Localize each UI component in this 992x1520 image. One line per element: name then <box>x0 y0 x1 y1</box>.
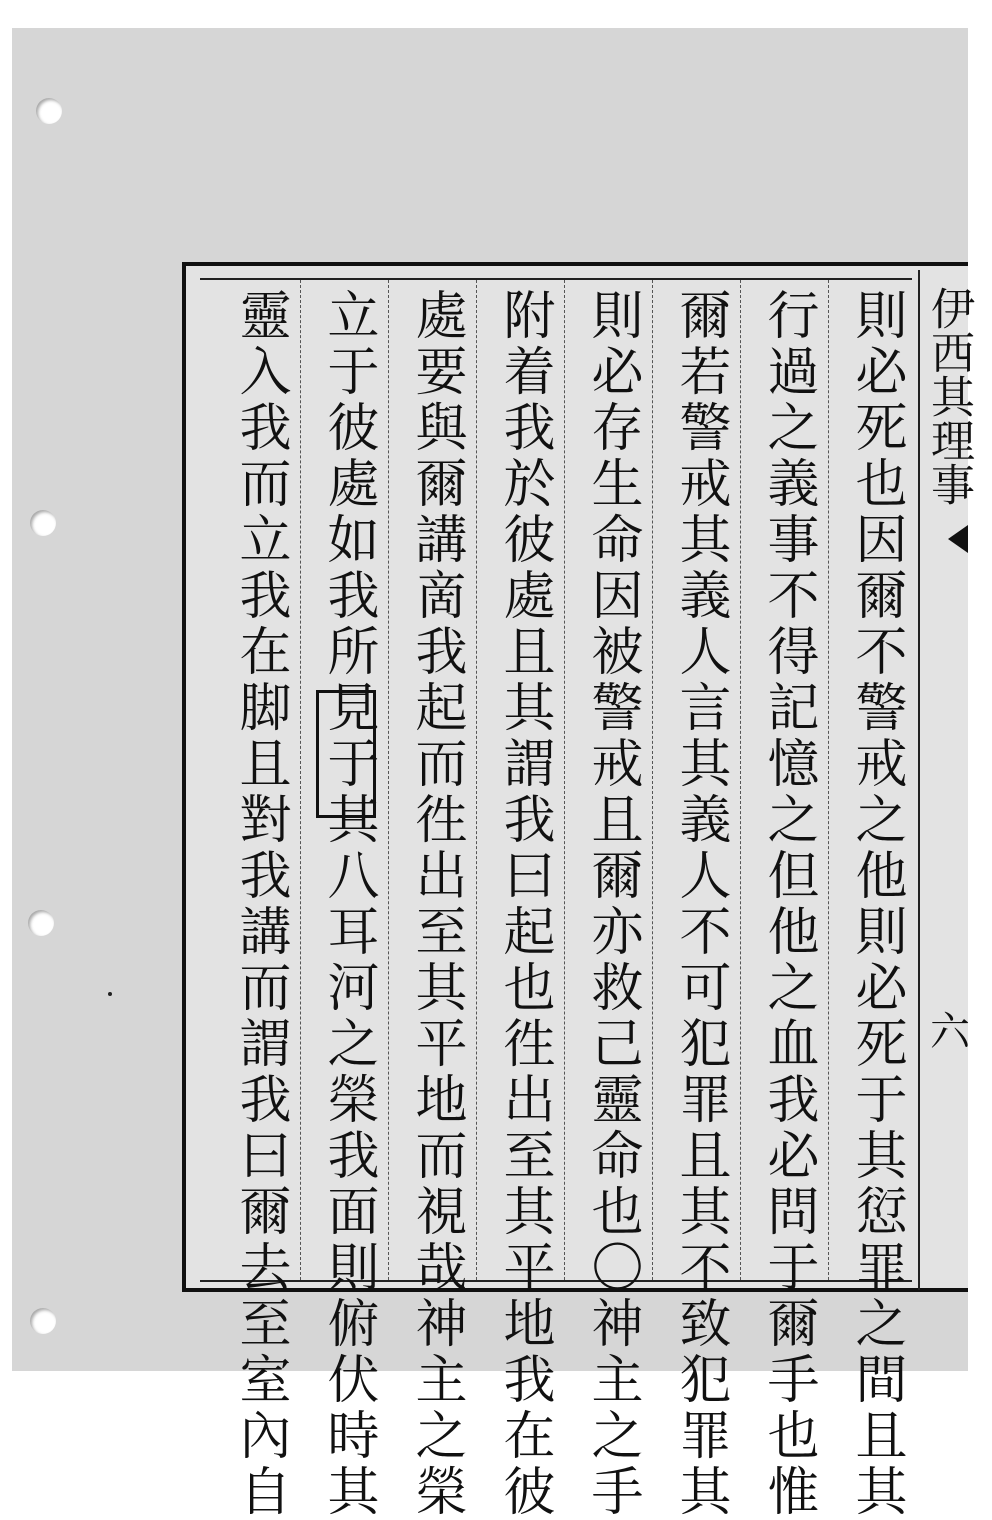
text-column-5: 附着我於彼處且其謂我曰起也徃出至其平地我在彼 <box>494 288 554 1520</box>
column-rule <box>388 280 389 1280</box>
text-column-8: 靈入我而立我在脚且對我講而謂我曰爾去至室內自 <box>230 288 290 1520</box>
column-rule <box>652 280 653 1280</box>
column-rule <box>476 280 477 1280</box>
column-rule <box>564 280 565 1280</box>
margin-foot: 六 <box>930 1009 970 1055</box>
punch-hole-2 <box>30 510 56 536</box>
column-rule <box>828 280 829 1280</box>
margin-column <box>918 270 974 1290</box>
text-column-7: 立于彼處如我所見于其八耳河之榮我面則俯伏時其 <box>318 288 378 1520</box>
column-rule <box>740 280 741 1280</box>
text-column-1: 則必死也因爾不警戒之他則必死于其愆罪之間且其 <box>846 288 906 1520</box>
punch-hole-3 <box>28 910 54 936</box>
ink-speck <box>108 992 112 996</box>
punch-hole-4 <box>30 1308 56 1334</box>
fish-tail-mark <box>928 525 968 553</box>
text-column-3: 爾若警戒其義人言其義人不可犯罪且其不致犯罪其 <box>670 288 730 1520</box>
text-column-4: 則必存生命因被警戒且爾亦救己靈命也〇神主之手 <box>582 288 642 1520</box>
margin-title: 伊西其理事 <box>923 286 974 506</box>
text-column-6: 處要與爾講啇我起而徃出至其平地而視哉神主之榮 <box>406 288 466 1520</box>
punch-hole-1 <box>36 98 62 124</box>
name-cartouche <box>316 690 376 818</box>
column-rule <box>300 280 301 1280</box>
text-columns <box>200 278 912 1520</box>
text-column-2: 行過之義事不得記憶之但他之血我必問于爾手也惟 <box>758 288 818 1520</box>
